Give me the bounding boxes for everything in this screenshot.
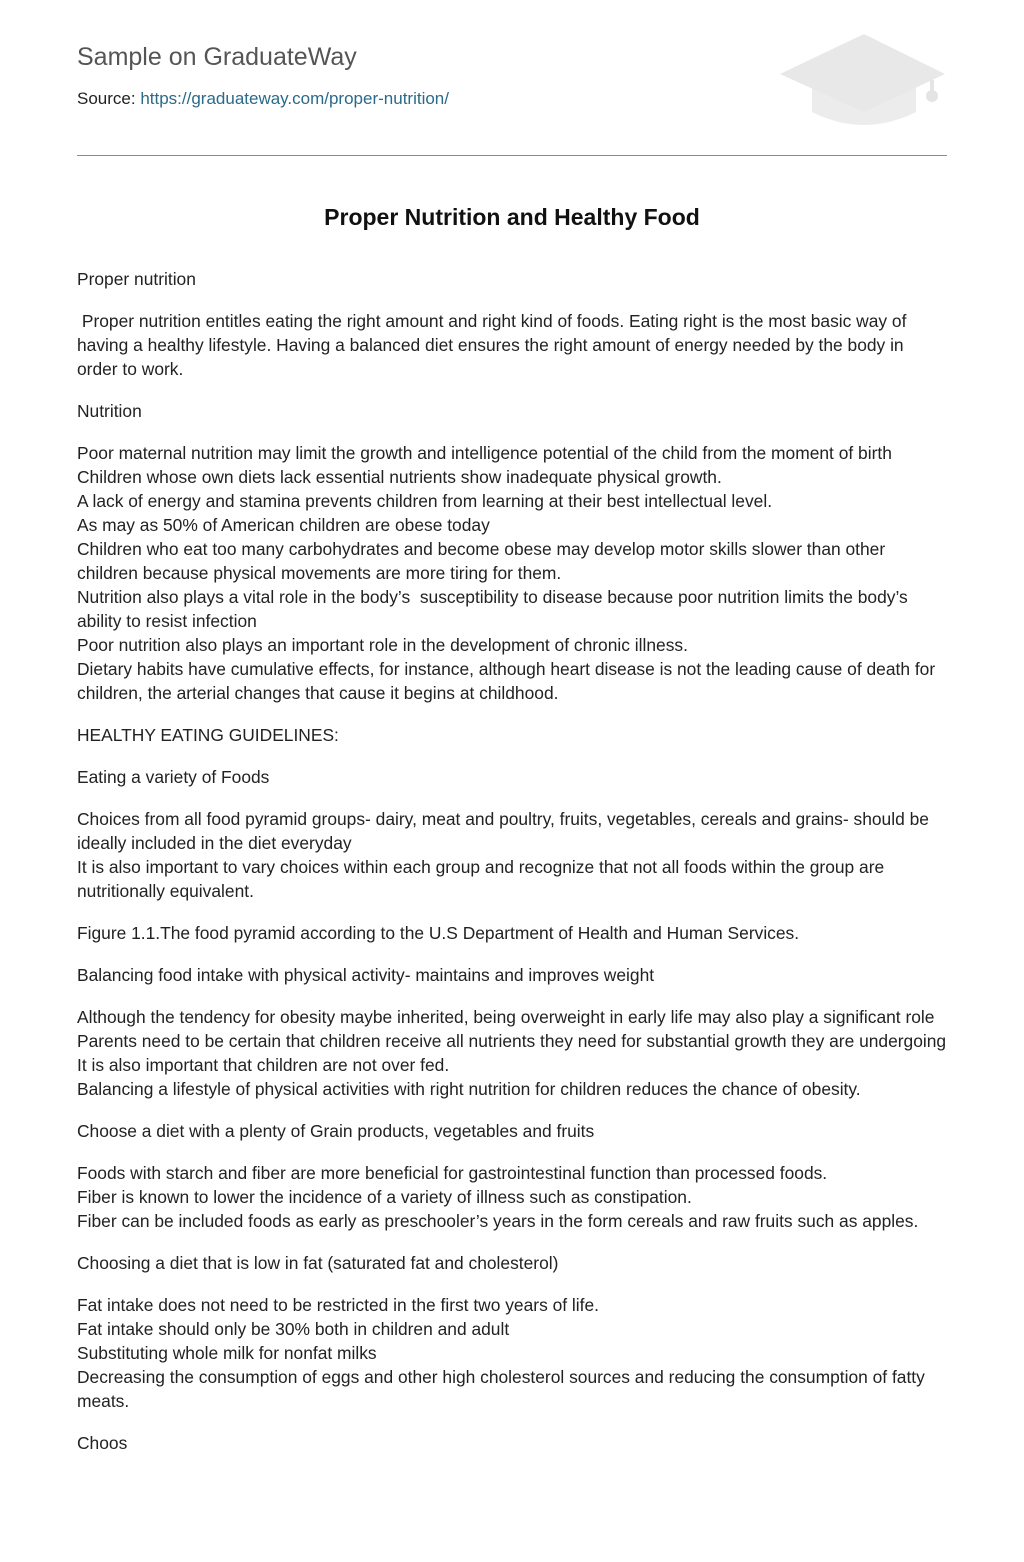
text-line: Dietary habits have cumulative effects, for instance, although heart disease is not the leading cause of death for children, the arterial changes that cause it begins at childhood.: [77, 659, 940, 703]
text-line: It is also important that children are not over fed.: [77, 1055, 450, 1075]
paragraph: [77, 1005, 947, 1101]
text-line: Fat intake should only be 30% both in children and adult: [77, 1319, 510, 1339]
paragraph: [77, 1431, 947, 1455]
text-line: Children whose own diets lack essential nutrients show inadequate physical growth.: [77, 467, 722, 487]
text-line: Fiber is known to lower the incidence of a variety of illness such as constipation.: [77, 1187, 692, 1207]
text-line: Choices from all food pyramid groups- dairy, meat and poultry, fruits, vegetables, cereals and grains- should be ideally included in the diet everyday: [77, 809, 934, 853]
paragraph: [77, 765, 947, 789]
text-line: Foods with starch and fiber are more beneficial for gastrointestinal function than processed foods.: [77, 1163, 828, 1183]
text-line: Figure 1.1.The food pyramid according to the U.S Department of Health and Human Services.: [77, 923, 800, 943]
document-title: Proper Nutrition and Healthy Food: [324, 204, 700, 230]
paragraph: [77, 921, 947, 945]
paragraph: [77, 441, 947, 705]
text-line: Eating a variety of Foods: [77, 767, 270, 787]
paragraph: [77, 399, 947, 423]
site-title: Sample on GraduateWay: [77, 43, 357, 71]
text-line: Parents need to be certain that children receive all nutrients they need for substantial growth they are undergoing: [77, 1031, 947, 1051]
text-line: As may as 50% of American children are obese today: [77, 515, 490, 535]
source-link[interactable]: https://graduateway.com/proper-nutrition/: [140, 89, 449, 108]
text-line: Fat intake does not need to be restricted in the first two years of life.: [77, 1295, 599, 1315]
text-line: HEALTHY EATING GUIDELINES:: [77, 725, 339, 745]
graduation-cap-icon: [780, 30, 948, 132]
paragraph: [77, 1251, 947, 1275]
text-line: Nutrition also plays a vital role in the body’s susceptibility to disease because poor nutrition limits the body’s ability to resist infection: [77, 587, 913, 631]
text-line: Balancing a lifestyle of physical activities with right nutrition for children reduces the chance of obesity.: [77, 1079, 861, 1099]
header-divider: [77, 155, 947, 156]
text-line: Choos: [77, 1433, 128, 1453]
text-line: It is also important to vary choices within each group and recognize that not all foods within the group are nutritionally equivalent.: [77, 857, 890, 901]
text-line: Decreasing the consumption of eggs and other high cholesterol sources and reducing the consumption of fatty meats.: [77, 1367, 930, 1411]
paragraph: [77, 1161, 947, 1233]
text-line: Substituting whole milk for nonfat milks: [77, 1343, 377, 1363]
text-line: Choose a diet with a plenty of Grain products, vegetables and fruits: [77, 1121, 595, 1141]
source-line: [77, 89, 449, 109]
paragraph: [77, 267, 947, 291]
text-line: Children who eat too many carbohydrates and become obese may develop motor skills slower than other children because physical movements are more tiring for them.: [77, 539, 890, 583]
paragraph: [77, 723, 947, 747]
page-header: [77, 0, 947, 156]
text-line: A lack of energy and stamina prevents children from learning at their best intellectual level.: [77, 491, 773, 511]
source-label: Source:: [77, 89, 141, 108]
text-line: Although the tendency for obesity maybe inherited, being overweight in early life may also play a significant role: [77, 1007, 935, 1027]
text-line: Nutrition: [77, 401, 142, 421]
paragraph: [77, 807, 947, 903]
document-body: [77, 267, 947, 1473]
paragraph: [77, 1119, 947, 1143]
text-line: Poor maternal nutrition may limit the growth and intelligence potential of the child from the moment of birth: [77, 443, 892, 463]
text-line: Fiber can be included foods as early as preschooler’s years in the form cereals and raw fruits such as apples.: [77, 1211, 919, 1231]
paragraph: [77, 963, 947, 987]
text-line: Choosing a diet that is low in fat (saturated fat and cholesterol): [77, 1253, 559, 1273]
text-line: Poor nutrition also plays an important role in the development of chronic illness.: [77, 635, 688, 655]
text-line: Balancing food intake with physical activity- maintains and improves weight: [77, 965, 655, 985]
text-line: Proper nutrition: [77, 269, 196, 289]
paragraph: [77, 309, 947, 381]
text-line: Proper nutrition entitles eating the right amount and right kind of foods. Eating right is the most basic way of having a healthy lifestyle. Having a balanced diet ensures the right amount of energy needed by the body in order to work.: [77, 311, 912, 379]
paragraph: [77, 1293, 947, 1413]
